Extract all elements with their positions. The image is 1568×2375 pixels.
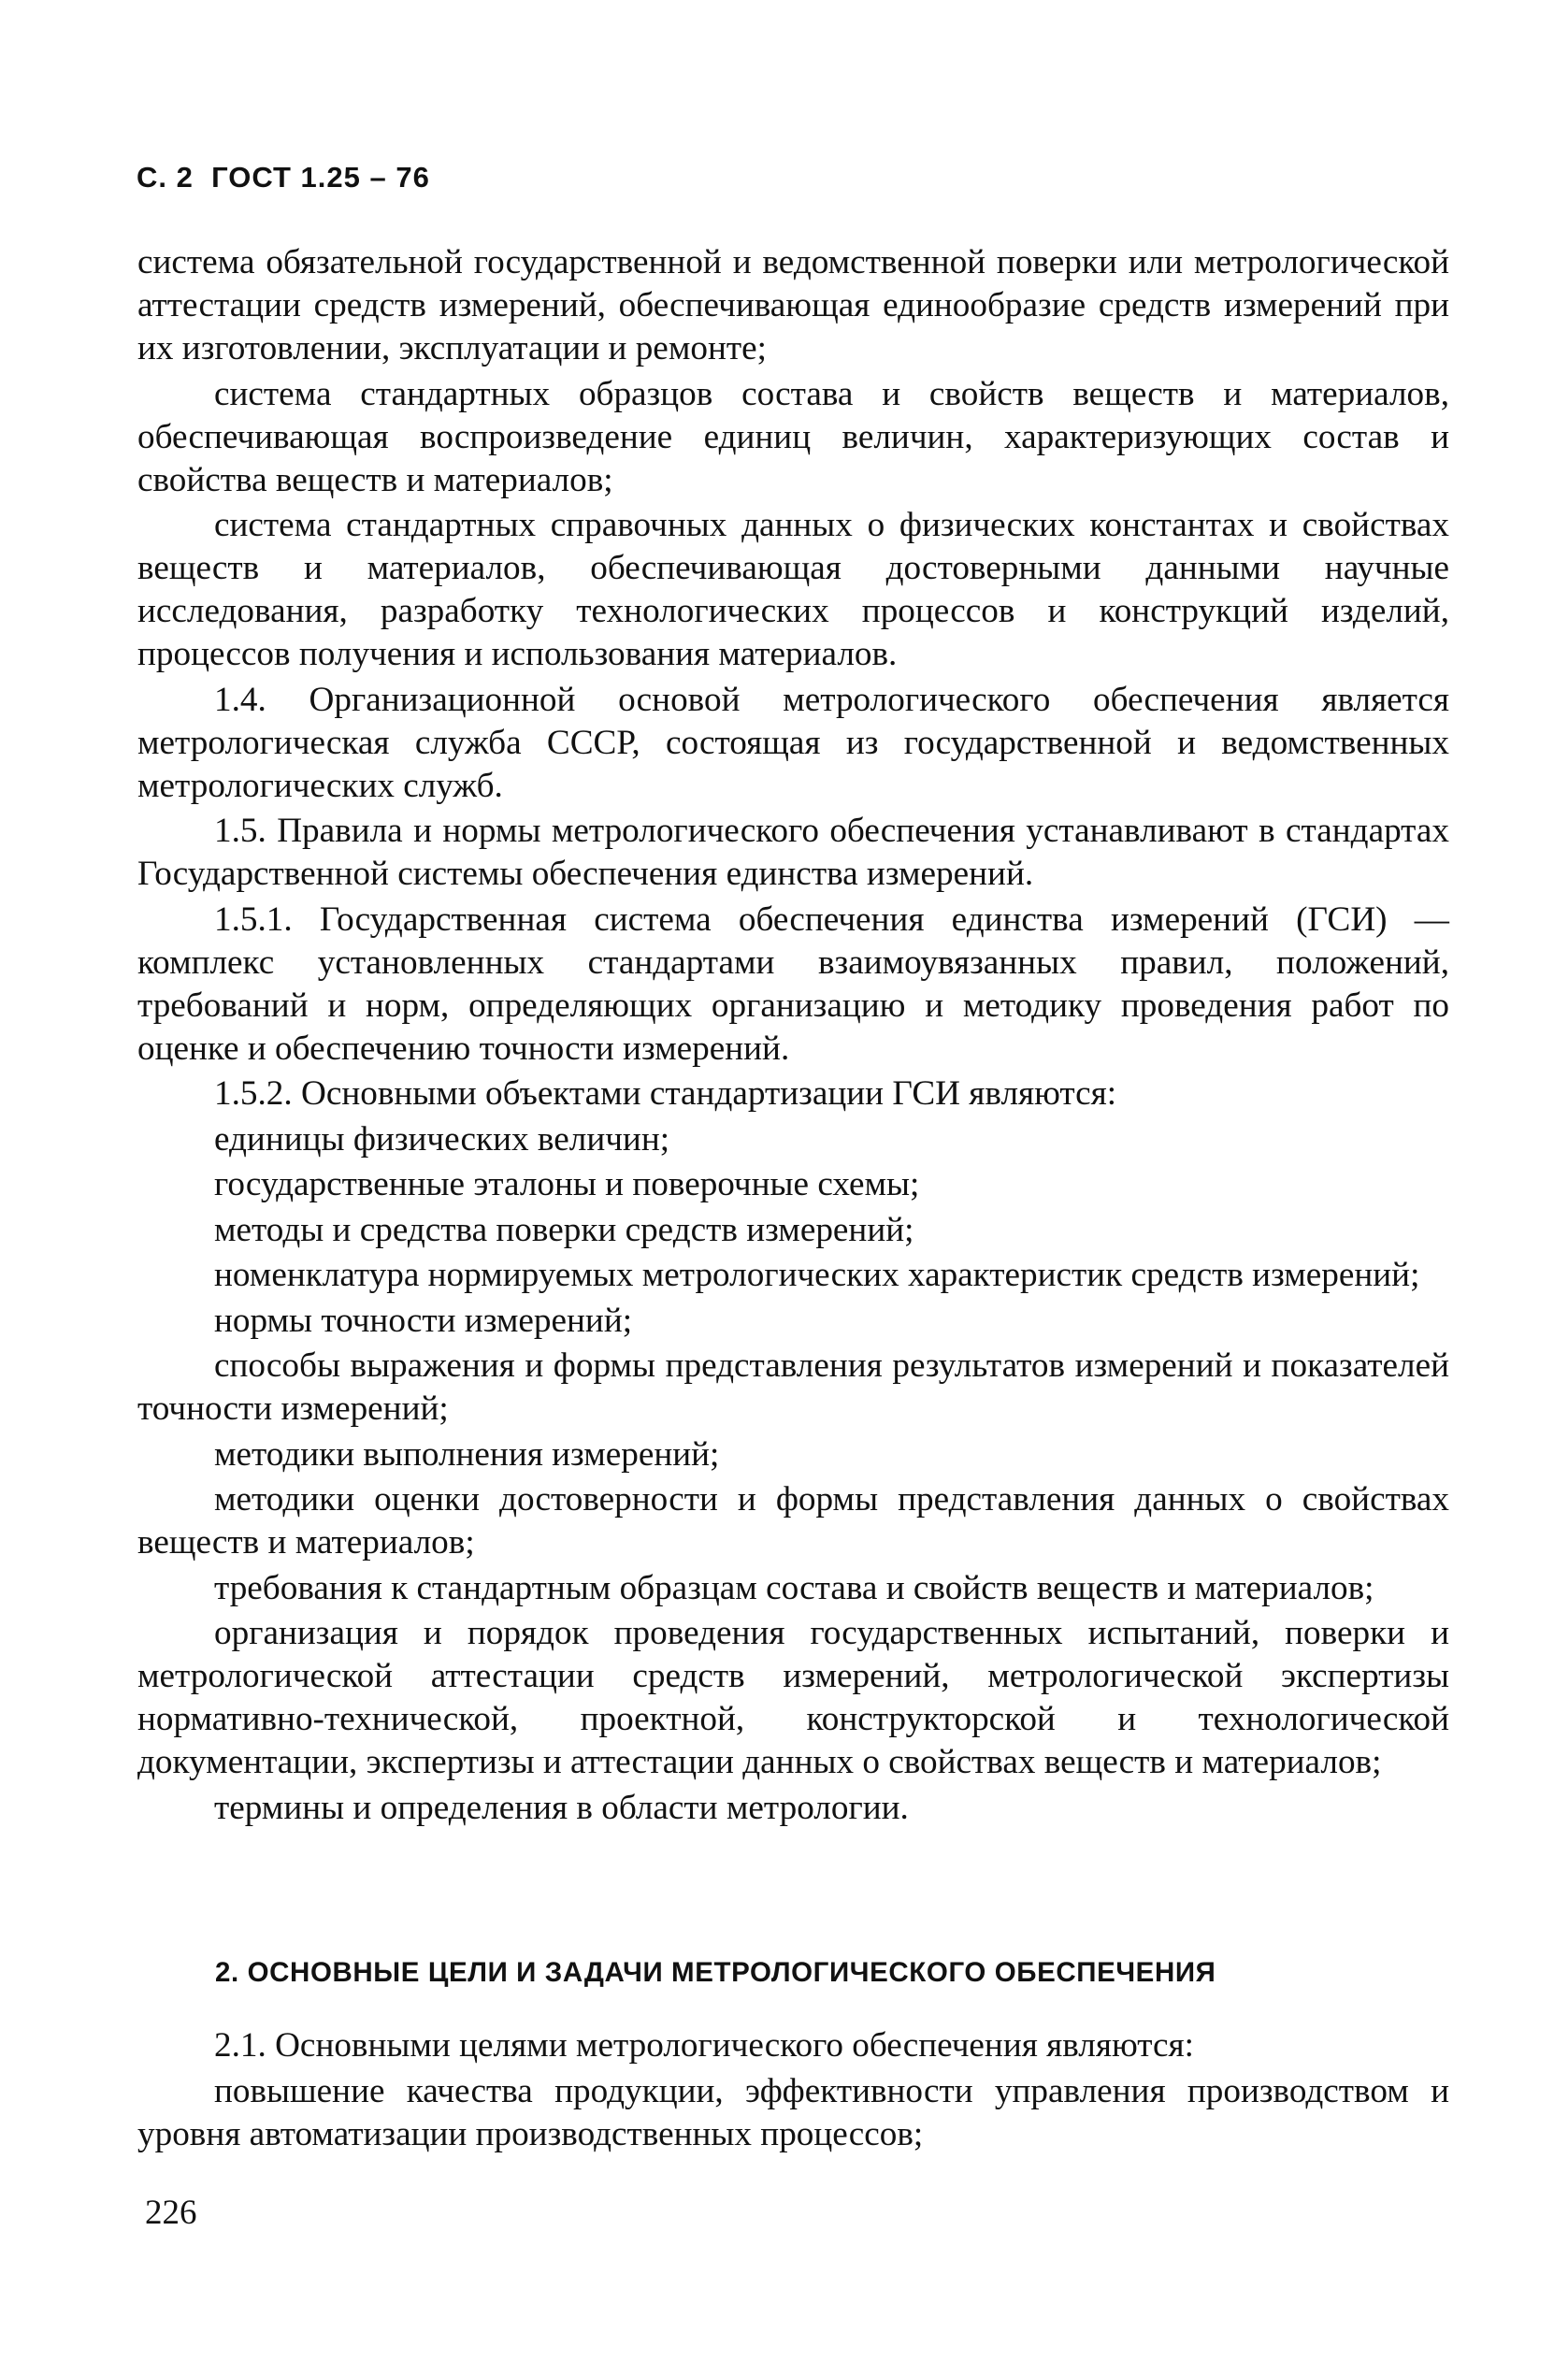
list-item-accuracy-norms: нормы точности измерений;	[214, 1301, 633, 1340]
page-number: 226	[145, 2194, 197, 2232]
paragraph-reference-data-system: система стандартных справочных данных о физических константах и свойствах веществ и материалов, обеспечивающая достоверными данными научные исследования, разработку технологических процессов и конструкций изделий, процессов получения и использования материалов.	[137, 506, 1449, 673]
list-item-reference-materials: требования к стандартным образцам состава и свойств веществ и материалов;	[214, 1568, 1374, 1607]
list-item-quality: повышение качества продукции, эффективности управления производством и уровня автоматизации производственных процессов;	[137, 2071, 1449, 2153]
clause-1-5-2: 1.5.2. Основными объектами стандартизации ГСИ являются:	[214, 1074, 1117, 1113]
list-item-measurement-procedures: методики выполнения измерений;	[214, 1434, 720, 1474]
clause-1-5-1: 1.5.1. Государственная система обеспечения единства измерений (ГСИ) — комплекс установленных стандартами взаимоувязанных правил, положений, требований и норм, определяющих организацию и методику проведения работ по оценке и обеспечению точности измерений.	[137, 900, 1449, 1068]
list-item-reliability-methods: методики оценки достоверности и формы представления данных о свойствах веществ и материалов;	[137, 1480, 1449, 1562]
list-item-units: единицы физических величин;	[214, 1119, 670, 1159]
list-item-terms: термины и определения в области метрологии.	[214, 1788, 909, 1827]
clause-2-1: 2.1. Основными целями метрологического обеспечения являются:	[214, 2026, 1194, 2065]
clause-1-5: 1.5. Правила и нормы метрологического обеспечения устанавливают в стандартах Государственной системы обеспечения единства измерений.	[137, 812, 1449, 893]
list-item-verification-methods: методы и средства поверки средств измерений;	[214, 1210, 914, 1249]
section-2-heading: 2. ОСНОВНЫЕ ЦЕЛИ И ЗАДАЧИ МЕТРОЛОГИЧЕСКОГО ОБЕСПЕЧЕНИЯ	[215, 1957, 1216, 1988]
list-item-result-forms: способы выражения и формы представления результатов измерений и показателей точности измерений;	[137, 1346, 1449, 1428]
clause-1-4: 1.4. Организационной основой метрологического обеспечения является метрологическая служба СССР, состоящая из государственной и ведомственных метрологических служб.	[137, 680, 1449, 805]
section-2-body	[137, 2024, 1449, 2158]
list-item-characteristics: номенклатура нормируемых метрологических характеристик средств измерений;	[214, 1256, 1420, 1294]
list-item-testing-procedure: организация и порядок проведения государственных испытаний, поверки и метрологической аттестации средств измерений, метрологической экспертизы нормативно-технической, проектной, конструкторской и технологической документации, экспертизы и аттестации данных о свойствах веществ и материалов;	[137, 1614, 1449, 1781]
list-item-standards: государственные эталоны и поверочные схемы;	[214, 1165, 920, 1203]
paragraph-reference-materials-system: система стандартных образцов состава и свойств веществ и материалов, обеспечивающая воспроизведение единиц величин, характеризующих состав и свойства веществ и материалов;	[137, 374, 1449, 499]
running-header: С. 2 ГОСТ 1.25 – 76	[137, 161, 430, 194]
section-1-body	[137, 241, 1449, 1832]
paragraph-verification-system: система обязательной государственной и ведомственной поверки или метрологической аттестации средств измерений, обеспечивающая единообразие средств измерений при их изготовлении, эксплуатации и ремонте;	[137, 243, 1449, 367]
